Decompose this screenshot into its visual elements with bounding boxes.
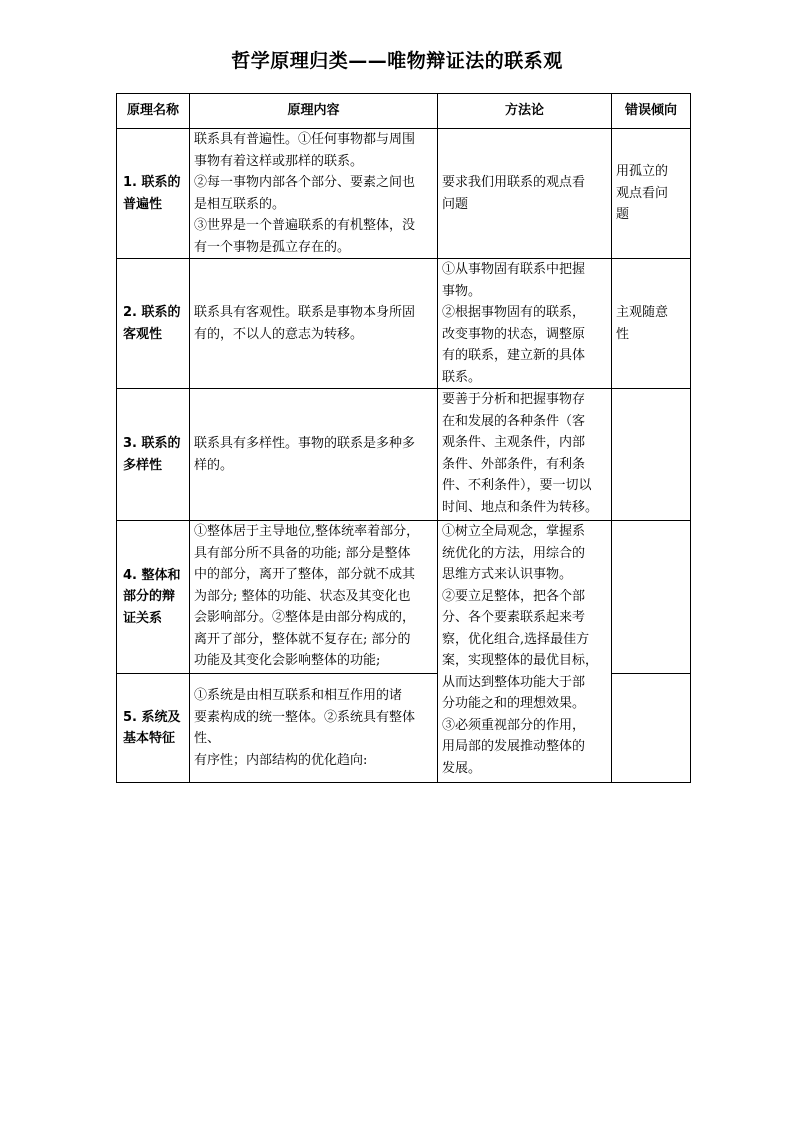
cell-text-line: 时间、地点和条件为转移。 <box>442 499 599 515</box>
principle-content-cell <box>190 674 438 783</box>
cell-text-line: 要素构成的统一整体。②系统具有整体 <box>194 709 416 725</box>
error-tendency-cell <box>612 674 691 783</box>
cell-text-line: 4. 整体和 <box>123 567 181 583</box>
cell-text-line: 5. 系统及 <box>123 709 181 725</box>
cell-text-line: 用孤立的 <box>616 164 669 180</box>
cell-text-line: 观条件、主观条件，内部 <box>442 435 586 450</box>
cell-text-line: 在和发展的各种条件（客 <box>442 413 586 429</box>
error-tendency-cell <box>612 129 691 259</box>
cell-text-line: 用局部的发展推动整体的 <box>442 739 586 754</box>
principle-name-cell <box>117 259 190 389</box>
cell-text-line: 客观性 <box>123 326 163 342</box>
principle-content-cell <box>190 129 438 259</box>
cell-text-line: 分功能之和的理想效果。 <box>442 696 586 711</box>
cell-text-line: 要善于分析和把握事物存 <box>442 392 586 407</box>
header-methodology: 方法论 <box>438 94 612 129</box>
error-tendency-cell <box>612 389 691 521</box>
cell-text-line: 察，优化组合,选择最佳方 <box>442 631 590 647</box>
cell-text-line: 案，实现整体的最优目标， <box>442 653 599 668</box>
cell-text-line: 部分的辩 <box>123 589 176 605</box>
principle-content-cell <box>190 259 438 389</box>
cell-text-line: 联系具有多样性。事物的联系是多种多 <box>194 436 416 451</box>
cell-text-line: ③必须重视部分的作用， <box>442 717 586 733</box>
cell-text-line: 条件、外部条件，有利条 <box>442 456 586 472</box>
cell-text-line: 会影响部分。②整体是由部分构成的， <box>194 610 416 625</box>
methodology-cell <box>438 259 612 389</box>
methodology-cell-merged <box>438 521 612 783</box>
table-row <box>117 259 691 389</box>
cell-text-line: 件、不利条件），要一切以 <box>442 478 592 493</box>
cell-text-line: 主观随意 <box>616 305 669 320</box>
cell-text-line: 基本特征 <box>123 731 176 746</box>
header-error-tendency: 错误倾向 <box>612 94 691 129</box>
cell-text-line: 2. 联系的 <box>123 305 181 320</box>
cell-text-line: 样的。 <box>194 457 234 473</box>
cell-text-line: 普遍性 <box>123 196 163 212</box>
principles-table <box>116 93 691 783</box>
cell-text-line: ①系统是由相互联系和相互作用的诸 <box>194 688 403 703</box>
cell-text-line: 具有部分所不具备的功能; 部分是整体 <box>194 545 411 561</box>
principle-content-cell <box>190 521 438 674</box>
header-principle-name: 原理名称 <box>117 94 190 129</box>
cell-text-line: ①从事物固有联系中把握 <box>442 262 586 277</box>
cell-text-line: 性、 <box>194 731 221 746</box>
methodology-cell <box>438 389 612 521</box>
cell-text-line: 改变事物的状态，调整原 <box>442 326 586 342</box>
cell-text-line: 联系。 <box>442 369 482 385</box>
cell-text-line: 发展。 <box>442 760 482 776</box>
cell-text-line: 联系具有客观性。联系是事物本身所固 <box>194 305 416 320</box>
cell-text-line: 事物。 <box>442 283 482 299</box>
cell-text-line: ①树立全局观念，掌握系 <box>442 524 586 539</box>
cell-text-line: 3. 联系的 <box>123 436 181 451</box>
cell-text-line: 要求我们用联系的观点看 <box>442 175 586 190</box>
error-tendency-cell <box>612 521 691 674</box>
table-row <box>117 129 691 259</box>
page-title: 哲学原理归类——唯物辩证法的联系观 <box>231 50 563 72</box>
cell-text-line: 功能及其变化会影响整体的功能; <box>194 653 381 668</box>
methodology-cell <box>438 129 612 259</box>
cell-text-line: 问题 <box>442 196 469 212</box>
table-row <box>117 389 691 521</box>
principle-name-cell <box>117 389 190 521</box>
cell-text-line: 证关系 <box>123 610 163 626</box>
cell-text-line: 有一个事物是孤立存在的。 <box>194 239 351 255</box>
cell-text-line: 多样性 <box>123 457 163 473</box>
cell-text-line: 性 <box>616 326 630 342</box>
principle-content-cell <box>190 389 438 521</box>
header-principle-content: 原理内容 <box>190 94 438 129</box>
principle-name-cell <box>117 521 190 674</box>
cell-text-line: 思维方式来认识事物。 <box>442 567 573 582</box>
cell-text-line: 观点看问 <box>616 185 669 201</box>
table-header-row <box>117 94 691 129</box>
cell-text-line: ②根据事物固有的联系， <box>442 305 586 320</box>
cell-text-line: 中的部分，离开了整体，部分就不成其 <box>194 567 416 582</box>
error-tendency-cell <box>612 259 691 389</box>
cell-text-line: ②每一事物内部各个部分、要素之间也 <box>194 175 416 190</box>
cell-text-line: 离开了部分，整体就不复存在; 部分的 <box>194 631 411 647</box>
cell-text-line: 题 <box>616 207 630 223</box>
cell-text-line: 为部分; 整体的功能、状态及其变化也 <box>194 588 411 604</box>
cell-text-line: 1. 联系的 <box>123 175 181 190</box>
cell-text-line: ③世界是一个普遍联系的有机整体，没 <box>194 218 416 233</box>
cell-text-line: 有的，不以人的意志为转移。 <box>194 326 364 342</box>
cell-text-line: 是相互联系的。 <box>194 196 286 212</box>
cell-text-line: 有的联系，建立新的具体 <box>442 348 586 363</box>
cell-text-line: 分、各个要素联系起来考 <box>442 610 586 625</box>
cell-text-line: 事物有着这样或那样的联系。 <box>194 153 364 169</box>
cell-text-line: 从而达到整体功能大于部 <box>442 674 586 690</box>
table-row <box>117 521 691 674</box>
cell-text-line: 统优化的方法，用综合的 <box>442 545 586 561</box>
cell-text-line: 联系具有普遍性。①任何事物都与周围 <box>194 132 416 147</box>
cell-text-line: ②要立足整体，把各个部 <box>442 588 586 604</box>
principle-name-cell <box>117 674 190 783</box>
cell-text-line: 有序性；内部结构的优化趋向: <box>194 752 368 768</box>
cell-text-line: ①整体居于主导地位,整体统率着部分， <box>194 524 420 539</box>
principle-name-cell <box>117 129 190 259</box>
